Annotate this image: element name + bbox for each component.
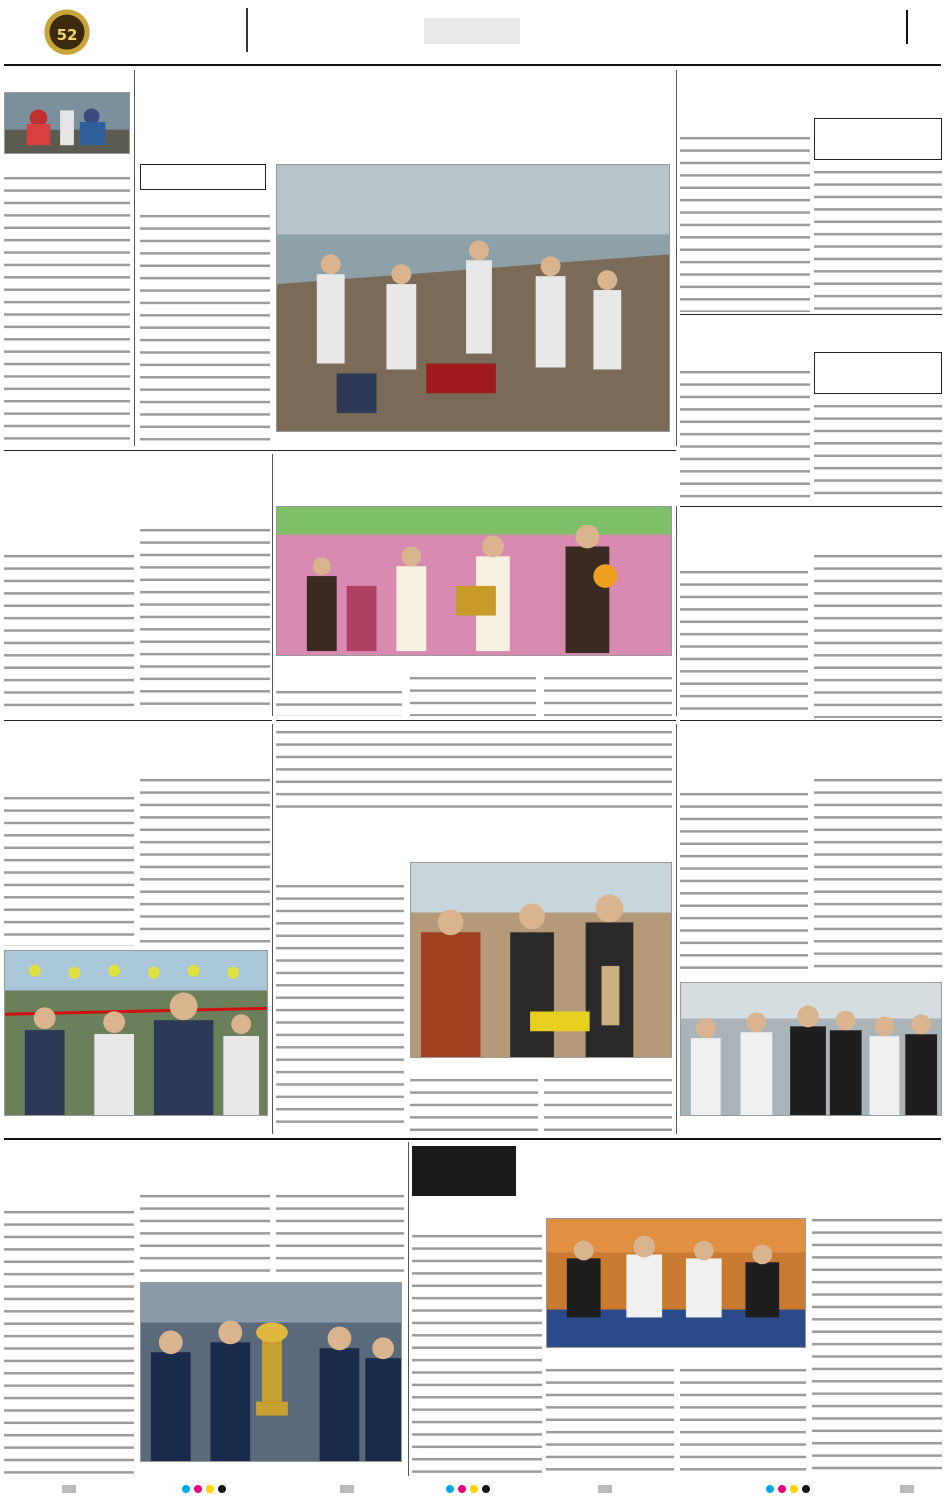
headline	[276, 456, 674, 496]
photo-caption	[276, 434, 670, 444]
body-text-col3	[544, 672, 672, 716]
body-text-col2	[410, 672, 536, 716]
body-text-col2	[546, 1364, 674, 1474]
article-photo	[140, 1282, 402, 1462]
section-rule	[680, 506, 942, 507]
body-text-col1	[4, 1206, 134, 1474]
body-text-col1	[680, 788, 808, 976]
edition-label	[424, 18, 520, 44]
reg-cyan-dot	[446, 1485, 454, 1493]
column-divider	[676, 70, 677, 446]
page-number	[912, 8, 940, 46]
section-title	[712, 10, 902, 46]
reg-black-dot	[482, 1485, 490, 1493]
headline	[4, 454, 270, 528]
photo-caption	[276, 658, 672, 668]
dateline	[128, 10, 238, 50]
subhead	[814, 118, 942, 160]
headline	[680, 730, 942, 762]
article-srikakulam-station	[680, 318, 942, 504]
article-development-inspection	[680, 724, 942, 1134]
body-text-col1	[4, 792, 134, 946]
body-text-col4	[812, 1214, 942, 1474]
reg-magenta-dot	[194, 1485, 202, 1493]
byline	[432, 1214, 562, 1226]
article-photo	[680, 982, 942, 1116]
reg-yellow-dot	[470, 1485, 478, 1493]
section-rule	[680, 314, 942, 315]
section-divider	[906, 10, 908, 44]
registration-marks	[0, 1482, 945, 1497]
article-cricket-tournament	[4, 1142, 404, 1476]
newspaper-logo	[38, 6, 96, 64]
article-photo	[4, 92, 130, 154]
body-text-col2	[140, 524, 270, 714]
reg-gray-box	[62, 1485, 76, 1493]
article-animal-disease-sample	[138, 70, 672, 446]
masthead-divider	[246, 8, 248, 52]
headline	[680, 74, 942, 108]
article-photo	[546, 1218, 806, 1348]
masthead	[0, 0, 945, 64]
article-liquor-protest	[412, 1142, 942, 1476]
byline	[140, 194, 270, 206]
photo-caption	[4, 1120, 268, 1130]
masthead-rule	[4, 64, 941, 66]
headline	[276, 818, 674, 858]
section-rule	[680, 720, 942, 721]
body-text-top	[276, 726, 672, 812]
byline	[4, 778, 134, 790]
photo-caption	[546, 1350, 806, 1360]
reg-black-dot	[802, 1485, 810, 1493]
subhead	[814, 352, 942, 394]
body-text-col1	[680, 132, 810, 312]
section-rule	[4, 1138, 941, 1140]
article-vbg-ramji-yojana	[4, 454, 270, 716]
body-text-col1	[140, 210, 270, 446]
section-rule	[276, 720, 676, 721]
body-text-col1	[276, 686, 402, 716]
article-students-education	[276, 454, 674, 716]
body-text-col1	[4, 550, 134, 714]
reg-magenta-dot	[458, 1485, 466, 1493]
column-divider	[272, 454, 273, 716]
body-text-col2	[814, 166, 942, 312]
body-text-col2	[814, 400, 942, 504]
column-divider	[272, 724, 273, 1134]
byline	[278, 864, 408, 876]
logo-number: 52	[56, 26, 78, 44]
article-hunger-strike	[680, 70, 942, 312]
body-text-col1	[680, 566, 808, 718]
reg-gray-box	[340, 1485, 354, 1493]
article-dhan-mandi	[276, 724, 674, 1134]
reg-gray-box	[900, 1485, 914, 1493]
byline	[680, 350, 810, 362]
article-photo	[276, 506, 672, 656]
headline	[4, 726, 270, 770]
body-text-col2	[814, 774, 942, 976]
column-divider	[408, 1142, 409, 1476]
body-text-col2	[140, 774, 270, 946]
article-photo	[410, 862, 672, 1058]
column-divider	[676, 506, 677, 716]
article-photo	[4, 950, 268, 1116]
reg-yellow-dot	[790, 1485, 798, 1493]
body-text-col3	[276, 1190, 404, 1278]
body-text-col1	[680, 366, 810, 504]
body-text-col3	[680, 1364, 806, 1474]
byline	[680, 550, 810, 562]
subhead	[140, 164, 266, 190]
column-divider	[134, 70, 135, 446]
section-rule	[4, 720, 272, 721]
body-text-col1	[276, 880, 404, 1132]
article-photo	[276, 164, 670, 432]
byline	[4, 158, 130, 170]
headline	[4, 70, 130, 90]
body-text-col2	[140, 1190, 270, 1278]
byline	[276, 672, 406, 684]
byline	[4, 1190, 144, 1202]
kicker	[412, 1146, 516, 1196]
reg-black-dot	[218, 1485, 226, 1493]
byline	[4, 534, 134, 546]
headline	[680, 510, 942, 540]
reg-yellow-dot	[206, 1485, 214, 1493]
body-text-col1	[412, 1230, 542, 1474]
body-text-col2	[410, 1074, 538, 1132]
photo-caption	[140, 1464, 402, 1474]
article-village-cow-story	[4, 70, 130, 446]
column-divider	[676, 724, 677, 1134]
photo-caption	[680, 1120, 942, 1130]
photo-caption	[410, 1060, 672, 1070]
headline	[138, 74, 672, 130]
headline	[680, 318, 942, 346]
reg-cyan-dot	[182, 1485, 190, 1493]
byline	[680, 116, 810, 128]
reg-gray-box	[598, 1485, 612, 1493]
body-text-col3	[544, 1074, 672, 1132]
headline	[522, 1146, 942, 1198]
body-text-col2	[814, 550, 942, 718]
headline	[4, 1146, 404, 1186]
reg-magenta-dot	[778, 1485, 786, 1493]
body-text	[4, 172, 130, 444]
article-agniveer-congress	[680, 510, 942, 720]
reg-cyan-dot	[766, 1485, 774, 1493]
byline	[680, 774, 810, 786]
article-sixty-units	[4, 724, 270, 1134]
section-rule	[4, 450, 676, 451]
